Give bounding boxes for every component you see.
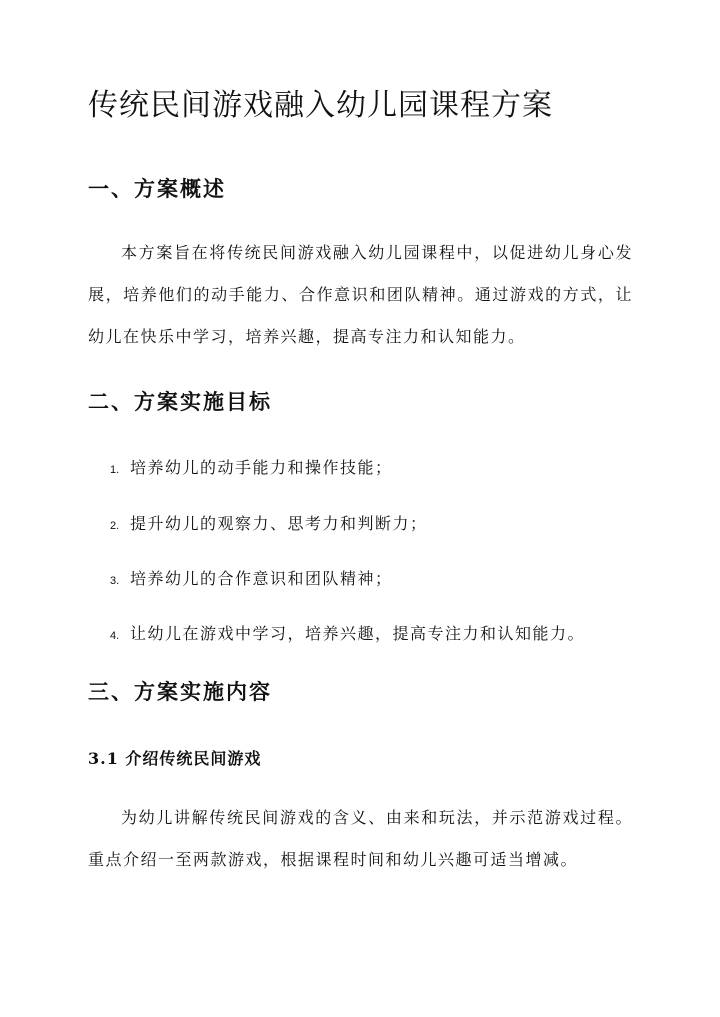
list-item-text: 培养幼儿的合作意识和团队精神； <box>130 569 393 588</box>
overview-paragraph: 本方案旨在将传统民间游戏融入幼儿园课程中，以促进幼儿身心发展，培养他们的动手能力、合作意识和团队精神。通过游戏的方式，让幼儿在快乐中学习，培养兴趣，提高专注力和认知能力。 <box>88 243 633 346</box>
document-title: 传统民间游戏融入幼儿园课程方案 <box>88 88 553 123</box>
list-item-text: 让幼儿在游戏中学习，培养兴趣，提高专注力和认知能力。 <box>130 624 586 643</box>
list-number: 3. <box>110 575 120 587</box>
section-heading-goals: 二、方案实施目标 <box>88 389 272 414</box>
goal-list-item <box>110 456 393 482</box>
list-number: 4. <box>110 630 120 642</box>
list-item-text: 提升幼儿的观察力、思考力和判断力； <box>130 514 428 533</box>
goal-list-item <box>110 567 393 593</box>
list-number: 2. <box>110 520 120 532</box>
goal-list-item <box>110 512 428 538</box>
goal-list-item <box>110 622 585 648</box>
list-number: 1. <box>110 464 120 476</box>
section-heading-content: 三、方案实施内容 <box>88 679 272 704</box>
subsection-heading-intro-games: 3.1 介绍传统民间游戏 <box>88 749 262 768</box>
list-item-text: 培养幼儿的动手能力和操作技能； <box>130 458 393 477</box>
section-heading-overview: 一、方案概述 <box>88 176 226 201</box>
intro-games-paragraph: 为幼儿讲解传统民间游戏的含义、由来和玩法，并示范游戏过程。重点介绍一至两款游戏，根据课程时间和幼儿兴趣可适当增减。 <box>88 808 633 869</box>
